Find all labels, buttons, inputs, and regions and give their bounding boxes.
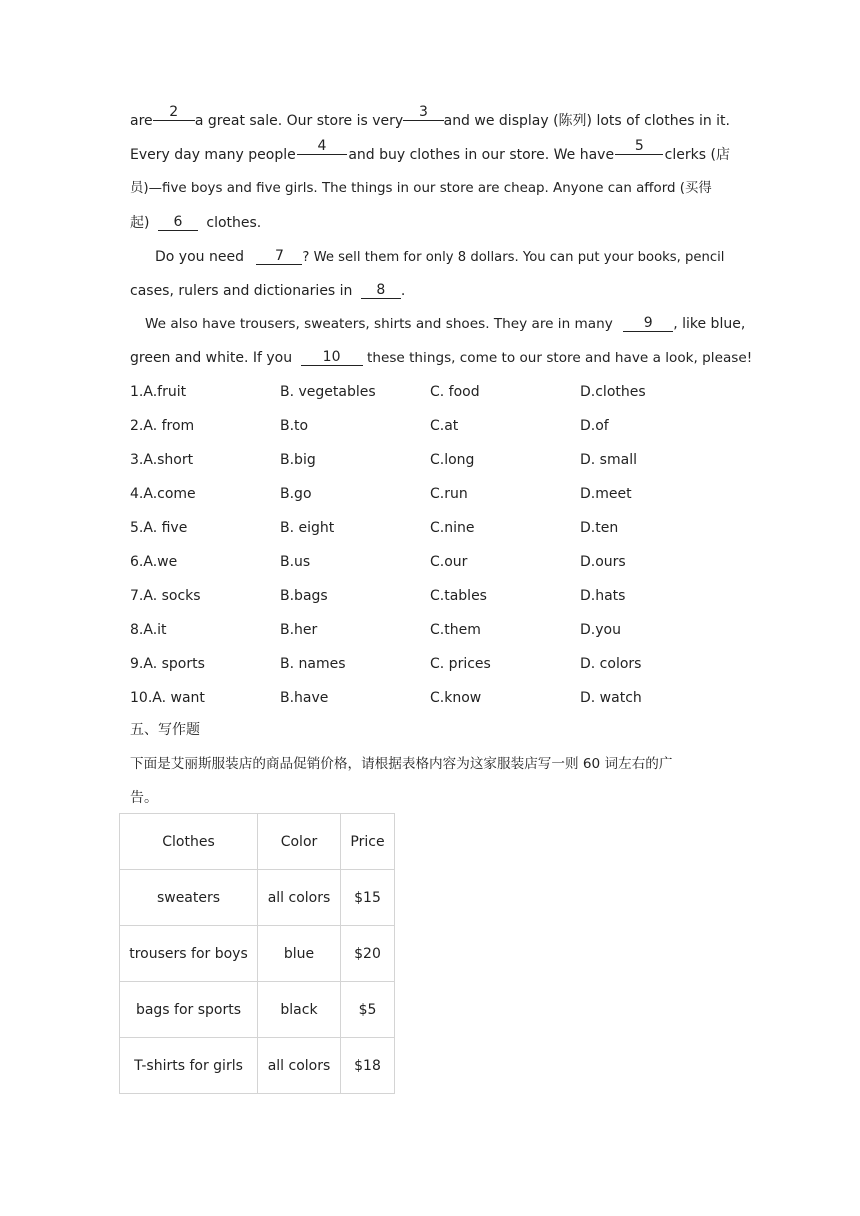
table-cell: sweaters (120, 870, 258, 926)
writing-prompt-line-1: 下面是艾丽斯服装店的商品促销价格，请根据表格内容为这家服装店写一则 60 词左右的广 (130, 756, 673, 772)
passage-text: We also have trousers, sweaters, shirts and shoes. They are in many (145, 316, 613, 332)
passage-text: and we display (陈列) lots of clothes in it. (443, 113, 730, 129)
option-c: C.nine (430, 520, 475, 536)
option-row-5 (130, 511, 730, 545)
blank-4: 4 (297, 138, 347, 155)
passage-text: , like blue, (673, 316, 746, 332)
passage-text: 员)—five boys and five girls. The things in our store are cheap. Anyone can afford (买得 (130, 181, 712, 196)
blank-7: 7 (256, 248, 302, 265)
option-row-6 (130, 545, 730, 579)
option-c: C.tables (430, 588, 487, 604)
blank-5: 5 (615, 138, 663, 155)
passage-line-3 (130, 172, 730, 206)
passage-line-8 (130, 341, 753, 375)
table-header-cell: Color (258, 814, 341, 870)
option-row-9 (130, 647, 730, 681)
option-d: D.of (580, 418, 609, 434)
option-row-4 (130, 477, 730, 511)
passage-text: 起) (130, 215, 150, 231)
table-cell: trousers for boys (120, 926, 258, 982)
price-table (119, 813, 395, 1094)
table-header-cell: Clothes (120, 814, 258, 870)
option-row-3 (130, 443, 730, 477)
option-c: C.long (430, 452, 475, 468)
option-a: 6.A.we (130, 554, 178, 570)
option-row-2 (130, 409, 730, 443)
table-cell: $18 (341, 1038, 395, 1094)
passage-line-4 (130, 206, 730, 240)
passage-text: . (400, 283, 406, 299)
table-cell: black (258, 982, 341, 1038)
option-b: B.have (280, 690, 329, 706)
passage-text: ? We sell them for only 8 dollars. You can put your books, pencil (302, 250, 725, 265)
passage-line-7 (145, 307, 746, 341)
table-cell: $20 (341, 926, 395, 982)
option-d: D. watch (580, 690, 642, 706)
option-d: D. small (580, 452, 637, 468)
table-row (120, 926, 395, 982)
blank-2: 2 (153, 104, 195, 121)
passage-text: Do you need (155, 249, 244, 265)
option-c: C.run (430, 486, 468, 502)
section-heading: 五、写作题 (130, 722, 200, 738)
passage-line-1 (130, 104, 730, 138)
option-c: C.know (430, 690, 482, 706)
table-cell: all colors (258, 1038, 341, 1094)
option-a: 9.A. sports (130, 656, 205, 672)
passage-text: green and white. If you (130, 350, 293, 366)
option-a: 2.A. from (130, 418, 195, 434)
passage-text: these things, come to our store and have a look, please! (367, 350, 753, 366)
option-c: C.at (430, 418, 459, 434)
table-row (120, 1038, 395, 1094)
option-row-7 (130, 579, 730, 613)
table-row (120, 870, 395, 926)
option-b: B.her (280, 622, 318, 638)
option-d: D.you (580, 622, 621, 638)
option-d: D.ten (580, 520, 619, 536)
option-a: 10.A. want (130, 690, 205, 706)
option-b: B.to (280, 418, 309, 434)
option-a: 7.A. socks (130, 588, 201, 604)
option-c: C.our (430, 554, 468, 570)
blank-8: 8 (361, 282, 401, 299)
option-c: C. food (430, 384, 480, 400)
option-b: B.us (280, 554, 311, 570)
passage-text: and buy clothes in our store. We have (348, 147, 615, 163)
option-c: C. prices (430, 656, 491, 672)
option-b: B.bags (280, 588, 328, 604)
passage-text: are (130, 113, 153, 129)
passage-text: clothes. (206, 215, 262, 231)
option-a: 8.A.it (130, 622, 167, 638)
table-cell: T-shirts for girls (120, 1038, 258, 1094)
option-a: 1.A.fruit (130, 384, 187, 400)
table-header-row (120, 814, 395, 870)
passage-text: cases, rulers and dictionaries in (130, 283, 353, 299)
table-row (120, 982, 395, 1038)
option-c: C.them (430, 622, 481, 638)
table-cell: $5 (341, 982, 395, 1038)
option-row-8 (130, 613, 730, 647)
option-a: 3.A.short (130, 452, 194, 468)
table-cell: bags for sports (120, 982, 258, 1038)
passage-line-5 (155, 240, 730, 274)
passage-text: clerks (店 (664, 147, 730, 163)
blank-3: 3 (403, 104, 443, 121)
option-d: D.clothes (580, 384, 646, 400)
option-a: 4.A.come (130, 486, 196, 502)
option-b: B. vegetables (280, 384, 376, 400)
blank-10: 10 (301, 349, 363, 366)
option-b: B.go (280, 486, 312, 502)
passage-text: a great sale. Our store is very (194, 113, 404, 129)
table-cell: $15 (341, 870, 395, 926)
option-d: D.meet (580, 486, 632, 502)
option-b: B. eight (280, 520, 335, 536)
option-d: D. colors (580, 656, 642, 672)
option-a: 5.A. five (130, 520, 188, 536)
option-b: B. names (280, 656, 346, 672)
table-cell: all colors (258, 870, 341, 926)
passage-line-2 (130, 138, 730, 172)
option-row-1 (130, 375, 730, 409)
passage-line-6 (130, 274, 730, 308)
blank-9: 9 (623, 315, 673, 332)
option-row-10 (130, 681, 730, 715)
option-d: D.ours (580, 554, 626, 570)
writing-prompt-line-2: 告。 (130, 790, 158, 806)
option-d: D.hats (580, 588, 626, 604)
passage-text: Every day many people (130, 147, 296, 163)
option-b: B.big (280, 452, 316, 468)
table-header-cell: Price (341, 814, 395, 870)
blank-6: 6 (158, 214, 198, 231)
table-cell: blue (258, 926, 341, 982)
